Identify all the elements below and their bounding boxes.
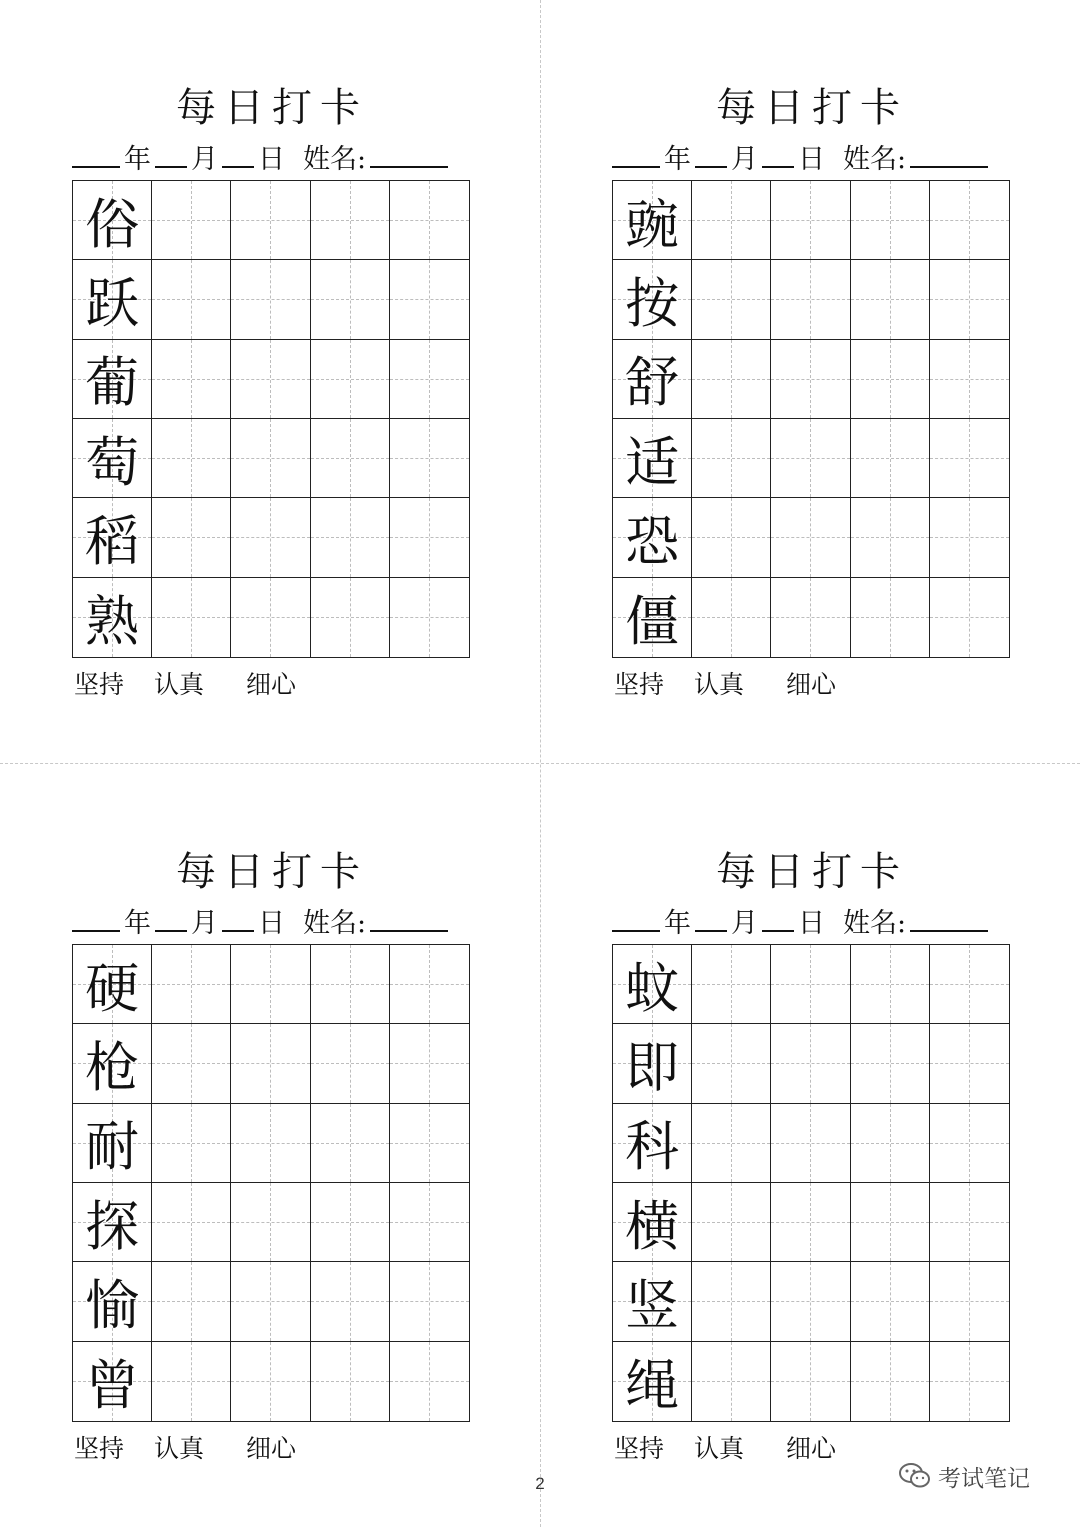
watermark-text: 考试笔记 [938,1465,1030,1492]
practice-cell[interactable] [771,419,850,498]
month-label: 月 [191,908,218,939]
card-title: 每日打卡 [716,849,908,895]
motto-text: 认真 [694,670,745,699]
practice-cell[interactable] [152,1104,231,1183]
practice-cell[interactable] [231,1183,310,1262]
practice-cell[interactable] [692,578,771,657]
practice-cell[interactable] [930,181,1009,260]
model-character: 蚊 [625,956,680,1020]
model-character: 绳 [625,1353,680,1417]
model-character-cell [613,1104,692,1183]
model-character: 稻 [85,509,140,573]
motto-line [74,1432,296,1466]
practice-cell[interactable] [390,945,469,1024]
practice-cell[interactable] [851,1183,930,1262]
model-character: 曾 [85,1353,140,1417]
model-character: 适 [625,430,680,494]
model-character: 竖 [625,1273,680,1337]
name-blank[interactable] [370,140,448,168]
year-label: 年 [124,144,151,175]
motto-text: 细心 [786,1434,837,1463]
practice-cell[interactable] [311,1024,390,1103]
practice-cell[interactable] [231,340,310,419]
practice-cell[interactable] [851,419,930,498]
model-character-cell [613,1183,692,1262]
model-character: 恐 [625,509,680,573]
motto-text: 坚持 [74,1434,125,1463]
model-character: 横 [625,1194,680,1258]
practice-cell[interactable] [771,1342,850,1421]
practice-cell[interactable] [930,1183,1009,1262]
model-character-cell [73,1024,152,1103]
name-blank[interactable] [370,904,448,932]
practice-cell[interactable] [692,419,771,498]
practice-cell[interactable] [231,498,310,577]
horizontal-cut-line [0,763,1080,764]
practice-cell[interactable] [930,1262,1009,1341]
practice-cell[interactable] [231,1104,310,1183]
model-character: 熟 [85,589,140,653]
practice-card [72,80,512,700]
name-label: 姓名: [303,908,367,939]
card-title: 每日打卡 [176,849,368,895]
practice-cell[interactable] [152,1262,231,1341]
practice-cell[interactable] [692,1024,771,1103]
motto-text: 认真 [154,670,205,699]
practice-cell[interactable] [231,419,310,498]
practice-cell[interactable] [152,578,231,657]
model-character: 跃 [85,271,140,335]
practice-card [612,844,1052,1464]
page-number: 2 [535,1474,545,1493]
day-label: 日 [798,144,825,175]
year-label: 年 [664,908,691,939]
model-character-cell [613,1024,692,1103]
model-character: 豌 [625,192,680,256]
practice-card [612,80,1052,700]
model-character-cell [613,1342,692,1421]
practice-cell[interactable] [390,1342,469,1421]
model-character-cell [73,498,152,577]
practice-cell[interactable] [152,945,231,1024]
model-character: 俗 [85,192,140,256]
model-character: 舒 [625,351,680,415]
tianzige-grid [72,180,470,658]
practice-cell[interactable] [390,1262,469,1341]
practice-cell[interactable] [771,1104,850,1183]
model-character-cell [73,578,152,657]
model-character: 僵 [625,589,680,653]
name-label: 姓名: [843,908,907,939]
practice-cell[interactable] [311,945,390,1024]
date-name-line [612,140,1012,176]
practice-cell[interactable] [930,1024,1009,1103]
practice-cell[interactable] [390,1104,469,1183]
practice-cell[interactable] [771,1183,850,1262]
practice-cell[interactable] [311,1262,390,1341]
practice-cell[interactable] [692,181,771,260]
model-character: 耐 [85,1115,140,1179]
practice-cell[interactable] [390,260,469,339]
model-character-cell [613,181,692,260]
model-character-cell [73,260,152,339]
practice-cell[interactable] [231,181,310,260]
tianzige-grid [72,944,470,1422]
motto-text: 认真 [154,1434,205,1463]
practice-cell[interactable] [390,1183,469,1262]
practice-cell[interactable] [851,1104,930,1183]
watermark [898,1454,1030,1498]
practice-cell[interactable] [390,419,469,498]
day-blank[interactable] [222,140,254,168]
model-character: 科 [625,1115,680,1179]
practice-cell[interactable] [930,578,1009,657]
model-character-cell [73,1183,152,1262]
practice-cell[interactable] [311,578,390,657]
motto-line [74,668,296,702]
model-character-cell [73,181,152,260]
year-blank[interactable] [72,140,120,168]
practice-cell[interactable] [851,1024,930,1103]
practice-cell[interactable] [930,1104,1009,1183]
practice-cell[interactable] [692,498,771,577]
practice-cell[interactable] [692,340,771,419]
motto-text: 细心 [246,1434,297,1463]
month-blank[interactable] [695,140,727,168]
card-title: 每日打卡 [176,85,368,131]
tianzige-grid [612,944,1010,1422]
model-character: 探 [85,1194,140,1258]
practice-cell[interactable] [231,1262,310,1341]
model-character-cell [73,1342,152,1421]
date-name-line [612,904,1012,940]
practice-cell[interactable] [930,1342,1009,1421]
practice-cell[interactable] [152,260,231,339]
month-blank[interactable] [155,140,187,168]
practice-cell[interactable] [311,1104,390,1183]
practice-cell[interactable] [930,945,1009,1024]
model-character-cell [73,1262,152,1341]
practice-cell[interactable] [311,419,390,498]
practice-cell[interactable] [390,181,469,260]
practice-cell[interactable] [771,340,850,419]
model-character: 枪 [85,1035,140,1099]
practice-cell[interactable] [152,1024,231,1103]
practice-cell[interactable] [851,1342,930,1421]
practice-cell[interactable] [930,340,1009,419]
practice-cell[interactable] [152,419,231,498]
practice-cell[interactable] [311,340,390,419]
motto-text: 细心 [786,670,837,699]
practice-cell[interactable] [930,498,1009,577]
practice-cell[interactable] [390,1024,469,1103]
practice-cell[interactable] [851,498,930,577]
practice-cell[interactable] [692,260,771,339]
practice-cell[interactable] [390,498,469,577]
model-character: 萄 [85,430,140,494]
practice-cell[interactable] [771,498,850,577]
motto-text: 认真 [694,1434,745,1463]
name-blank[interactable] [910,140,988,168]
practice-cell[interactable] [771,945,850,1024]
model-character: 即 [625,1035,680,1099]
name-label: 姓名: [303,144,367,175]
motto-line [614,668,836,702]
model-character-cell [613,945,692,1024]
model-character-cell [613,260,692,339]
practice-cell[interactable] [152,1342,231,1421]
practice-cell[interactable] [692,1342,771,1421]
practice-cell[interactable] [390,578,469,657]
model-character-cell [73,1104,152,1183]
practice-cell[interactable] [311,1183,390,1262]
month-blank[interactable] [155,904,187,932]
model-character-cell [73,945,152,1024]
practice-cell[interactable] [851,578,930,657]
practice-cell[interactable] [851,945,930,1024]
day-blank[interactable] [222,904,254,932]
practice-cell[interactable] [152,181,231,260]
model-character-cell [613,578,692,657]
practice-cell[interactable] [311,498,390,577]
practice-cell[interactable] [692,1183,771,1262]
day-blank[interactable] [762,904,794,932]
practice-cell[interactable] [311,181,390,260]
practice-cell[interactable] [771,260,850,339]
practice-cell[interactable] [851,340,930,419]
practice-cell[interactable] [851,1262,930,1341]
model-character-cell [613,340,692,419]
name-blank[interactable] [910,904,988,932]
practice-cell[interactable] [930,260,1009,339]
year-blank[interactable] [612,904,660,932]
practice-cell[interactable] [851,260,930,339]
month-label: 月 [191,144,218,175]
year-blank[interactable] [72,904,120,932]
wechat-icon [898,1461,932,1491]
model-character-cell [613,419,692,498]
model-character-cell [613,1262,692,1341]
practice-cell[interactable] [930,419,1009,498]
practice-cell[interactable] [851,181,930,260]
practice-cell[interactable] [231,260,310,339]
practice-cell[interactable] [152,340,231,419]
motto-text: 坚持 [74,670,125,699]
tianzige-grid [612,180,1010,658]
practice-cell[interactable] [152,1183,231,1262]
model-character-cell [73,419,152,498]
practice-cell[interactable] [311,1342,390,1421]
month-label: 月 [731,144,758,175]
day-label: 日 [258,908,285,939]
year-blank[interactable] [612,140,660,168]
practice-cell[interactable] [231,1024,310,1103]
practice-cell[interactable] [771,1024,850,1103]
month-label: 月 [731,908,758,939]
month-blank[interactable] [695,904,727,932]
date-name-line [72,140,472,176]
practice-cell[interactable] [311,260,390,339]
day-blank[interactable] [762,140,794,168]
practice-card [72,844,512,1464]
model-character: 葡 [85,351,140,415]
practice-cell[interactable] [771,578,850,657]
date-name-line [72,904,472,940]
practice-cell[interactable] [390,340,469,419]
model-character: 硬 [85,956,140,1020]
motto-text: 坚持 [614,1434,665,1463]
practice-cell[interactable] [771,181,850,260]
name-label: 姓名: [843,144,907,175]
day-label: 日 [798,908,825,939]
motto-line [614,1432,836,1466]
practice-cell[interactable] [692,1262,771,1341]
practice-cell[interactable] [231,945,310,1024]
model-character-cell [73,340,152,419]
motto-text: 细心 [246,670,297,699]
model-character: 按 [625,271,680,335]
practice-cell[interactable] [692,945,771,1024]
practice-cell[interactable] [771,1262,850,1341]
year-label: 年 [124,908,151,939]
practice-cell[interactable] [231,578,310,657]
practice-cell[interactable] [231,1342,310,1421]
practice-cell[interactable] [692,1104,771,1183]
day-label: 日 [258,144,285,175]
model-character: 愉 [85,1273,140,1337]
year-label: 年 [664,144,691,175]
model-character-cell [613,498,692,577]
card-title: 每日打卡 [716,85,908,131]
practice-cell[interactable] [152,498,231,577]
motto-text: 坚持 [614,670,665,699]
